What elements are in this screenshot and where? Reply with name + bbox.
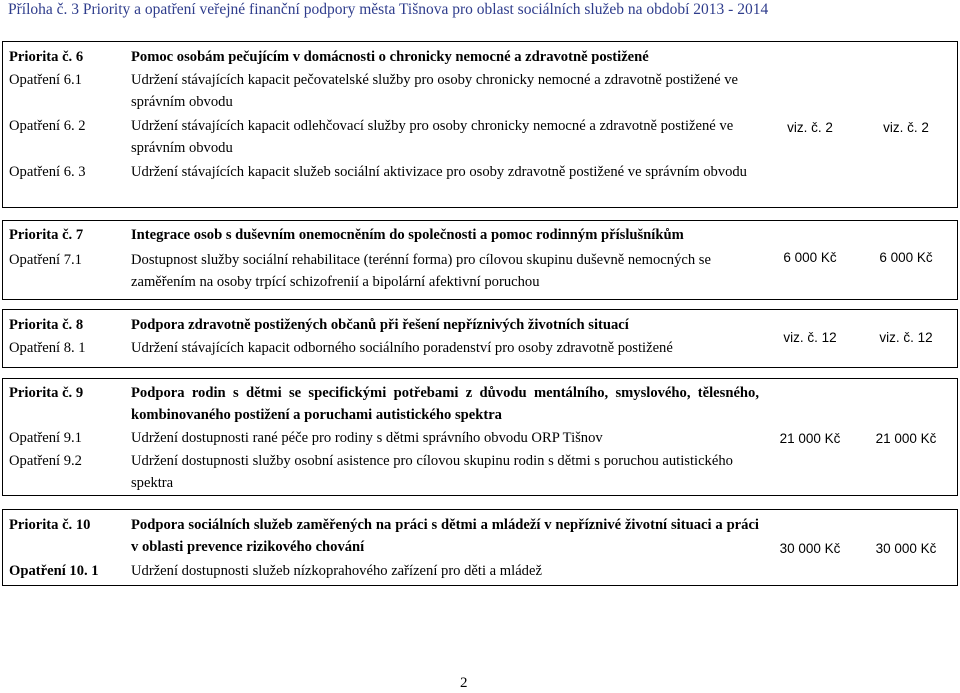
measure-text: Udržení stávajících kapacit odlehčovací služby pro osoby chronicky nemocné a zdravotně postižené ve správním obvodu <box>131 118 734 156</box>
amount-2014: 6 000 Kč <box>879 250 933 265</box>
measure-text: Udržení dostupnosti služeb nízkoprahového zařízení pro děti a mládež <box>131 563 542 579</box>
priority-section-8 <box>2 309 958 368</box>
measure-label: Opatření 9.2 <box>9 453 82 469</box>
amount-2014: viz. č. 12 <box>879 330 933 345</box>
measure-label: Opatření 6.1 <box>9 72 82 88</box>
priority-label: Priorita č. 10 <box>9 517 91 533</box>
measure-text: Udržení stávajících kapacit odborného sociálního poradenství pro osoby zdravotně postižené <box>131 340 673 356</box>
measure-label: Opatření 6. 3 <box>9 164 86 180</box>
priority-text: Podpora zdravotně postižených občanů při řešení nepříznivých životních situací <box>131 317 629 333</box>
priority-label: Priorita č. 9 <box>9 385 84 401</box>
amount-2013: 30 000 Kč <box>779 541 841 556</box>
amount-2014: 30 000 Kč <box>875 541 937 556</box>
priority-text: Podpora rodin s dětmi se specifickými potřebami z důvodu mentálního, smyslového, tělesného, kombinovaného postižení a poruchami autistického spektra <box>131 385 759 423</box>
priority-label: Priorita č. 8 <box>9 317 84 333</box>
amount-2014: viz. č. 2 <box>883 120 929 135</box>
measure-text: Udržení stávajících kapacit služeb sociální aktivizace pro osoby zdravotně postižené ve správním obvodu <box>131 164 747 180</box>
measure-label: Opatření 8. 1 <box>9 340 86 356</box>
priority-text: Integrace osob s duševním onemocněním do společnosti a pomoc rodinným příslušníkům <box>131 227 684 243</box>
priority-label: Priorita č. 6 <box>9 49 84 65</box>
priority-text: Pomoc osobám pečujícím v domácnosti o chronicky nemocné a zdravotně postižené <box>131 49 649 65</box>
page-title: Příloha č. 3 Priority a opatření veřejné finanční podpory města Tišnova pro oblast sociálních služeb na období 2013 - 2014 <box>8 1 769 18</box>
page-number: 2 <box>460 675 468 691</box>
measure-label: Opatření 6. 2 <box>9 118 86 134</box>
measure-text: Dostupnost služby sociální rehabilitace (terénní forma) pro cílovou skupinu duševně nemocných se zaměřením na osoby trpící schizofrenií a bipolární afektivní poruchou <box>131 252 711 290</box>
amount-2013: viz. č. 12 <box>783 330 837 345</box>
measure-text: Udržení dostupnosti rané péče pro rodiny s dětmi správního obvodu ORP Tišnov <box>131 430 603 446</box>
amount-2013: viz. č. 2 <box>787 120 833 135</box>
priority-text: Podpora sociálních služeb zaměřených na práci s dětmi a mládeží v nepříznivé životní situaci a práci v oblasti prevence rizikového chování <box>131 517 759 555</box>
priority-section-6 <box>2 41 958 208</box>
priority-label: Priorita č. 7 <box>9 227 84 243</box>
priority-section-10 <box>2 509 958 586</box>
measure-label: Opatření 9.1 <box>9 430 82 446</box>
measure-text: Udržení dostupnosti služby osobní asistence pro cílovou skupinu rodin s dětmi s poruchou autistického spektra <box>131 453 733 491</box>
priority-section-9 <box>2 378 958 496</box>
amount-2013: 6 000 Kč <box>783 250 837 265</box>
measure-label: Opatření 10. 1 <box>9 563 99 579</box>
amount-2013: 21 000 Kč <box>779 431 841 446</box>
measure-label: Opatření 7.1 <box>9 252 82 268</box>
priority-section-7 <box>2 220 958 300</box>
measure-text: Udržení stávajících kapacit pečovatelské služby pro osoby chronicky nemocné a zdravotně postižené ve správním obvodu <box>131 72 739 110</box>
amount-2014: 21 000 Kč <box>875 431 937 446</box>
